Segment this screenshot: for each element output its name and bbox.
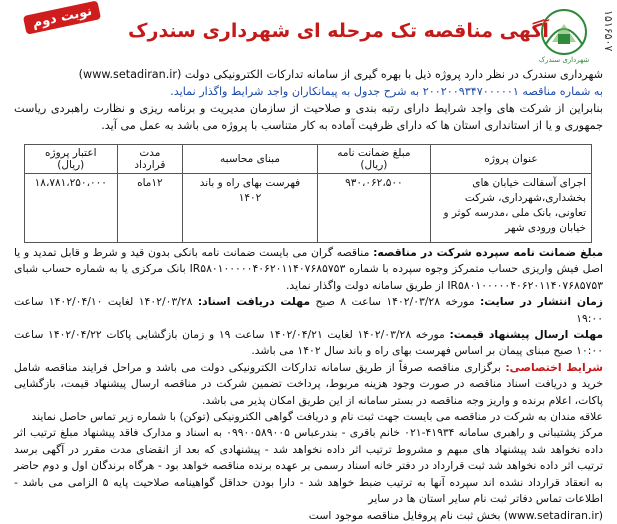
intro-section — [14, 66, 603, 134]
special-terms-paragraph — [14, 360, 603, 409]
intro-line-1: شهرداری سندرک در نظر دارد پروژه ذیل با بهره گیری از سامانه تدارکات الکترونیکی دولت (www.setadiran.ir) — [78, 68, 603, 81]
conditions-section — [14, 245, 603, 524]
side-code: ۱۵۱۶۵۰۷ — [602, 10, 615, 52]
header — [0, 0, 617, 64]
guarantee-paragraph — [14, 245, 603, 294]
cell-guarantee: ۹۳۰،۰۶۲،۵۰۰ — [317, 174, 430, 243]
bid-deadline-text: مورخه ۱۴۰۲/۰۳/۲۸ لغایت ۱۴۰۲/۰۴/۲۱ ساعت ۱۹ و زمان بازگشایی پاکات ۱۴۰۲/۰۴/۲۲ ساعت ۱۰:۰۰ صبح مبنای پیمان بر اساس فهرست بهای راه و باند سال ۱۴۰۲ می باشد. — [14, 328, 603, 358]
publish-label: زمان انتشار در سایت: — [479, 295, 604, 309]
website-paragraph: (www.setadiran.ir) بخش ثبت نام پروفایل مناقصه موجود است — [308, 508, 603, 522]
registration-paragraph: علاقه مندان به شرکت در مناقصه می بایست جهت ثبت نام و دریافت گواهی الکترونیکی (توکن) با شماره زیر تماس حاصل نمایند — [31, 410, 603, 424]
round-badge: نوبت دوم — [23, 0, 102, 34]
bid-deadline-label: مهلت ارسال پیشنهاد قیمت: — [449, 328, 604, 342]
guarantee-text: مناقصه گران می بایست ضمانت نامه بانکی بدون قید و شرط و قابل تمدید و یا اصل فیش واریزی حساب متمرکز وجوه سپرده با شماره IR۵۸۰۱۰۰۰۰۰۴۰۶۲۰۱۱۴۰۷۶۸۵۷۵۳ بانک مرکزی یا به شماره حساب شبای IR۵۸۰۱۰۰۰۰۰۴۰۶۲۰۱۱۴۰۷۶۸۵۷۵۳ از طریق سامانه دولت واگذار نماید. — [14, 246, 603, 292]
table-row — [25, 174, 592, 243]
publish-text: مورخه ۱۴۰۲/۰۳/۲۸ ساعت ۸ صبح — [315, 295, 475, 309]
cell-project-title: اجرای آسفالت خیابان های بخشداری،شهرداری، شرکت تعاونی، بانک ملی ،مدرسه کوثر و خیابان ورودی شهر — [431, 174, 592, 243]
docs-deadline-text: ۱۴۰۲/۰۳/۲۸ لغایت ۱۴۰۲/۰۴/۱۰ ساعت ۱۹:۰۰ — [14, 295, 603, 325]
col-duration: مدت قرارداد — [117, 145, 183, 174]
intro-line-2: به شماره مناقصه ۲۰۰۲۰۰۹۳۴۷۰۰۰۰۰۱ به شرح جدول به پیمانکاران واجد شرایط واگذار نماید. — [170, 85, 603, 98]
docs-deadline-label: مهلت دریافت اسناد: — [197, 295, 311, 309]
bid-deadline-paragraph — [14, 327, 603, 360]
table-header-row — [25, 145, 592, 174]
col-basis: مبنای محاسبه — [183, 145, 317, 174]
notice-title: آگهی مناقصه تک مرحله ای شهرداری سندرک — [128, 20, 549, 42]
support-paragraph: مرکز پشتیبانی و راهبری سامانه ۴۱۹۳۴-۰۲۱ خانم باقری - بندرعباس ۰۹۹۰۰۵۸۹۰۰۵ به اسناد و مدارک فاقد پیشنهاد مبلغ ترتیب اثر داده نخواهد شد پیشنهاد های مبهم و مشروط ترتیب اثر داده نخواهد شد - پیشنهادی که بعد از انقضای مدت مقرر در آگهی برسد ترتیب اثر داده نخواهد شد ثبت قرارداد در دفتر خانه اسناد رسمی بر عهده برنده مناقصه خواهد بود - هرگاه برندگان اول و دوم حاضر به انعقاد قرارداد نشده اند سپرده آنها به ترتیب ضبط خواهد شد - دارا بودن حداقل گواهینامه صلاحیت پایه ۵ الزامی می باشد - اطلاعات تماس دفاتر ثبت نام سایر استان ها در سایر — [14, 426, 603, 506]
col-project-title: عنوان پروژه — [431, 145, 592, 174]
logo-text: شهرداری سندرک — [538, 56, 590, 64]
tender-table — [24, 144, 592, 243]
cell-duration: ۱۲ماه — [117, 174, 183, 243]
dates-paragraph — [14, 294, 603, 327]
guarantee-label: مبلغ ضمانت نامه سپرده شرکت در مناقصه: — [373, 246, 604, 259]
special-terms-label: شرایط اختصاصی: — [505, 360, 604, 374]
cell-basis: فهرست بهای راه و باند ۱۴۰۲ — [183, 174, 317, 243]
special-terms-text: برگزاری مناقصه صرفاً از طریق سامانه تدارکات الکترونیکی دولت می باشد و مراحل فرایند مناقصه شامل خرید و دریافت اسناد مناقصه در صورت وجود هزینه مربوط، پرداخت تضمین شرکت در مناقصه ارسال پیشنهاد قیمت، بازگشایی پاکات، اعلام برنده و واریز وجه مناقصه در بستر سامانه از این طریق امکان پذیر می باشد. — [14, 360, 603, 407]
intro-line-3: بنابراین از شرکت های واجد شرایط دارای رتبه بندی و صلاحیت از سازمان مدیریت و برنامه ریزی و نظارت راهبردی ریاست جمهوری و یا از استانداری استان ها که دارای ظرفیت آماده به کار متناسب با پروژه می باشد به عمل می آید. — [14, 102, 603, 132]
col-guarantee: مبلغ ضمانت نامه (ریال) — [317, 145, 430, 174]
col-budget: اعتبار پروژه (ریال) — [25, 145, 118, 174]
cell-budget: ۱۸،۷۸۱،۲۵۰،۰۰۰ — [25, 174, 118, 243]
